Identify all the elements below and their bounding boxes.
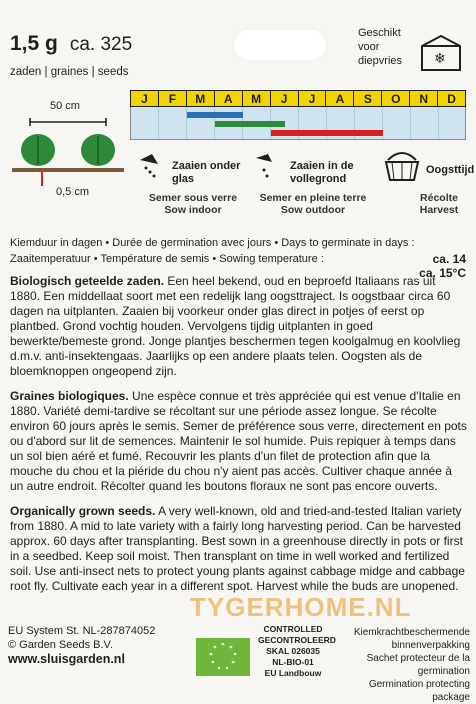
calendar-month-10: O — [381, 90, 409, 107]
stage-outdoor-sub: Semer en pleine terre Sow outdoor — [259, 192, 367, 216]
stage-harvest-sub: Récolte Harvest — [419, 192, 459, 216]
company-name: © Garden Seeds B.V. — [8, 639, 113, 651]
sowing-temp-label: Zaaitemperatuur • Température de semis • Sowing temperature : — [10, 253, 324, 265]
calendar-month-8: A — [325, 90, 353, 107]
calendar-month-2: F — [158, 90, 186, 107]
seed-units: zaden | graines | seeds — [10, 66, 129, 78]
freezer-label: Geschikt voor diepvries — [358, 27, 403, 67]
calendar-month-11: N — [409, 90, 437, 107]
seed-hand-icon — [252, 150, 282, 180]
control-body: CONTROLLED GECONTROLEERD SKAL 026035 NL-BIO-01 EU Landbouw — [258, 624, 336, 678]
fr-body: Une espèce connue et très appréciée qui est venue d'Italie en 1880. Variété demi-tardive se récoltant sur une période assez longue. Se récolte environ 60 jours après le semis. Semer de préférence sous verre, directement en pots ou d'abord sur lit de semences. Maintenir le sol humide. Puis repiquer à temps dans un sol bien aéré et fumé. Recouvrir les plants d'un filet de protection afin que la mouche du chou et la piéride du chou n'y aient pas accès. Cultiver chaque année à un autre endroit. Récolter quand les boutons floraux ne sont pas encore ouverts. — [10, 389, 467, 493]
calendar-month-5: M — [242, 90, 270, 107]
sowing-depth: 0,5 cm — [56, 186, 90, 198]
row-spacing: 50 cm — [50, 100, 80, 112]
calendar-months — [130, 90, 466, 107]
calendar-bar-harvest — [271, 130, 383, 136]
calendar-month-9: S — [353, 90, 381, 107]
eu-organic-leaf-icon — [196, 638, 250, 676]
hanger-slot — [232, 28, 328, 62]
fr-title: Graines biologiques. — [10, 389, 129, 403]
germination-days-label: Kiemduur in dagen • Durée de germination avec jours • Days to germinate in days : — [10, 237, 415, 249]
weight-value: 1,5 g — [10, 32, 58, 55]
svg-text:❄: ❄ — [434, 51, 446, 67]
seed-weight — [10, 32, 132, 56]
watering-can-icon — [136, 150, 166, 180]
calendar-bars — [130, 107, 466, 140]
description-nl — [10, 274, 468, 379]
harvest-basket-icon — [382, 146, 422, 182]
website-link[interactable]: www.sluisgarden.nl — [8, 652, 125, 666]
calendar-bar-sow-outdoor — [215, 121, 285, 127]
footer-company — [8, 624, 155, 666]
en-body: A very well-known, old and tried-and-tested Italian variety from 1880. A mid to late variety with a fairly long harvesting period. Can be harvested approx. 60 days after transplanting. Best sown in a greenhouse directly in pots or first in a seedbed. Keep soil moist. Then transplant on time in well worked and fertilized soil. Use anti-insect nets to protect young plants against cabbage midge and cabbage root fly. Cultivate each year in a different spot. Harvest while the buds are unopened. — [10, 504, 465, 593]
en-title: Organically grown seeds. — [10, 504, 156, 518]
description-texts — [10, 274, 468, 604]
eu-system: EU System St. NL-287874052 — [8, 625, 156, 637]
plant-spacing-icon — [12, 116, 124, 186]
nl-body: Een heel bekend, oud en beproefd Italiaans ras uit 1880. Een middellaat soort met een redelijk lang oogsttraject. Is oogstbaar circa 60 dagen na uitplanten. Zaaien bij voorkeur onder glas direct in potjes of eerst op plantbed. Grond vochtig houden. Vervolgens tijdig uitplanten in goed bewerkte/bemeste grond. Jonge plantjes beschermen tegen koolgalmug en koolvlieg d.m.v. anti-insektengaas. Jaarlijks op een andere plaats telen. Oogsten als de bloemknoppen ongeopend zijn. — [10, 274, 461, 378]
watermark: TYGERHOME.NL — [190, 592, 412, 622]
freezer-icon — [418, 30, 464, 74]
stage-outdoor: Zaaien in de vollegrond — [290, 160, 354, 185]
calendar-month-1: J — [130, 90, 158, 107]
calendar-bar-sow-indoor — [187, 112, 243, 118]
nl-title: Biologisch geteelde zaden. — [10, 274, 165, 288]
description-fr — [10, 389, 468, 494]
seed-count: ca. 325 — [69, 34, 133, 55]
sowing-temp-value: ca. 15°C — [419, 266, 466, 280]
calendar-month-7: J — [298, 90, 326, 107]
calendar-month-3: M — [186, 90, 214, 107]
sowing-calendar — [130, 90, 466, 140]
stage-harvest: Oogsttijd — [426, 164, 475, 176]
germination-days-value: ca. 14 — [432, 252, 466, 266]
calendar-month-12: D — [437, 90, 466, 107]
stage-indoor: Zaaien onder glas — [172, 160, 241, 185]
calendar-month-4: A — [214, 90, 242, 107]
description-en — [10, 504, 468, 594]
stage-indoor-sub: Semer sous verre Sow indoor — [148, 192, 238, 216]
calendar-month-6: J — [270, 90, 298, 107]
packaging-note: Kiemkrachtbeschermende binnenverpakking Sachet protecteur de la germination Germination protecting package — [353, 627, 470, 703]
